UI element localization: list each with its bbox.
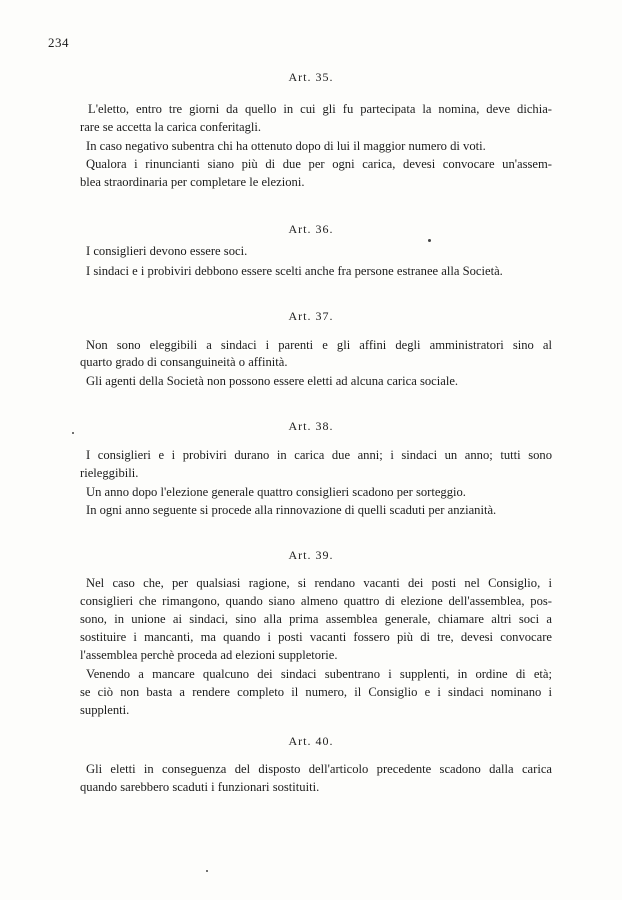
article-heading: Art. 35. (288, 70, 334, 84)
article-line: Nel caso che, per qualsiasi ragione, si rendano vacanti dei posti nel Consiglio, i (86, 576, 552, 590)
scan-speck (72, 432, 74, 434)
scan-speck (206, 870, 208, 872)
article-line: Qualora i rinuncianti siano più di due per ogni carica, devesi convocare un'assem- (86, 157, 552, 171)
article-line: Non sono eleggibili a sindaci i parenti e gli affini degli amministratori sino al (86, 338, 552, 352)
article-line: Gli eletti in conseguenza del disposto dell'articolo precedente scadono dalla carica (86, 762, 552, 776)
article-line: Gli agenti della Società non possono essere eletti ad alcuna carica sociale. (86, 374, 459, 388)
article-heading: Art. 40. (288, 734, 334, 748)
article-line: sono, in unione ai sindaci, sino alla prima assemblea generale, chiamare altri soci a (80, 612, 552, 626)
article-line: quarto grado di consanguineità o affinità. (80, 355, 288, 369)
scan-speck (428, 239, 431, 242)
article-line: l'assemblea perchè proceda ad elezioni suppletorie. (80, 648, 338, 662)
article-line: L'eletto, entro tre giorni da quello in cui gli fu partecipata la nomina, deve dichia- (88, 102, 552, 116)
article-line: Un anno dopo l'elezione generale quattro consiglieri scadono per sorteggio. (86, 485, 466, 499)
article-line: supplenti. (80, 703, 130, 717)
article-heading: Art. 38. (288, 419, 334, 433)
article-heading: Art. 37. (288, 309, 334, 323)
article-heading: Art. 36. (288, 222, 334, 236)
article-line: se ciò non basta a rendere completo il numero, il Consiglio e i sindaci nominano i (80, 685, 552, 699)
article-line: Venendo a mancare qualcuno dei sindaci subentrano i supplenti, in ordine di età; (86, 667, 552, 681)
article-line: I sindaci e i probiviri debbono essere scelti anche fra persone estranee alla Società. (86, 264, 503, 278)
article-line: sostituire i mancanti, ma quando i posti vacanti fossero più di tre, devesi convocare (80, 630, 552, 644)
article-line: In caso negativo subentra chi ha ottenuto dopo di lui il maggior numero di voti. (86, 139, 486, 153)
article-line: quando sarebbero scaduti i funzionari sostituiti. (80, 780, 320, 794)
article-heading: Art. 39. (288, 548, 334, 562)
article-line: rieleggibili. (80, 466, 139, 480)
article-line: consiglieri che rimangono, quando siano almeno quattro di elezione dell'assemblea, pos- (80, 594, 552, 608)
article-line: I consiglieri e i probiviri durano in carica due anni; i sindaci un anno; tutti sono (86, 448, 552, 462)
article-line: rare se accetta la carica conferitagli. (80, 120, 262, 134)
article-line: I consiglieri devono essere soci. (86, 244, 248, 258)
article-line: In ogni anno seguente si procede alla rinnovazione di quelli scaduti per anzianità. (86, 503, 497, 517)
article-line: blea straordinaria per completare le elezioni. (80, 175, 305, 189)
page-number: 234 (48, 35, 69, 50)
